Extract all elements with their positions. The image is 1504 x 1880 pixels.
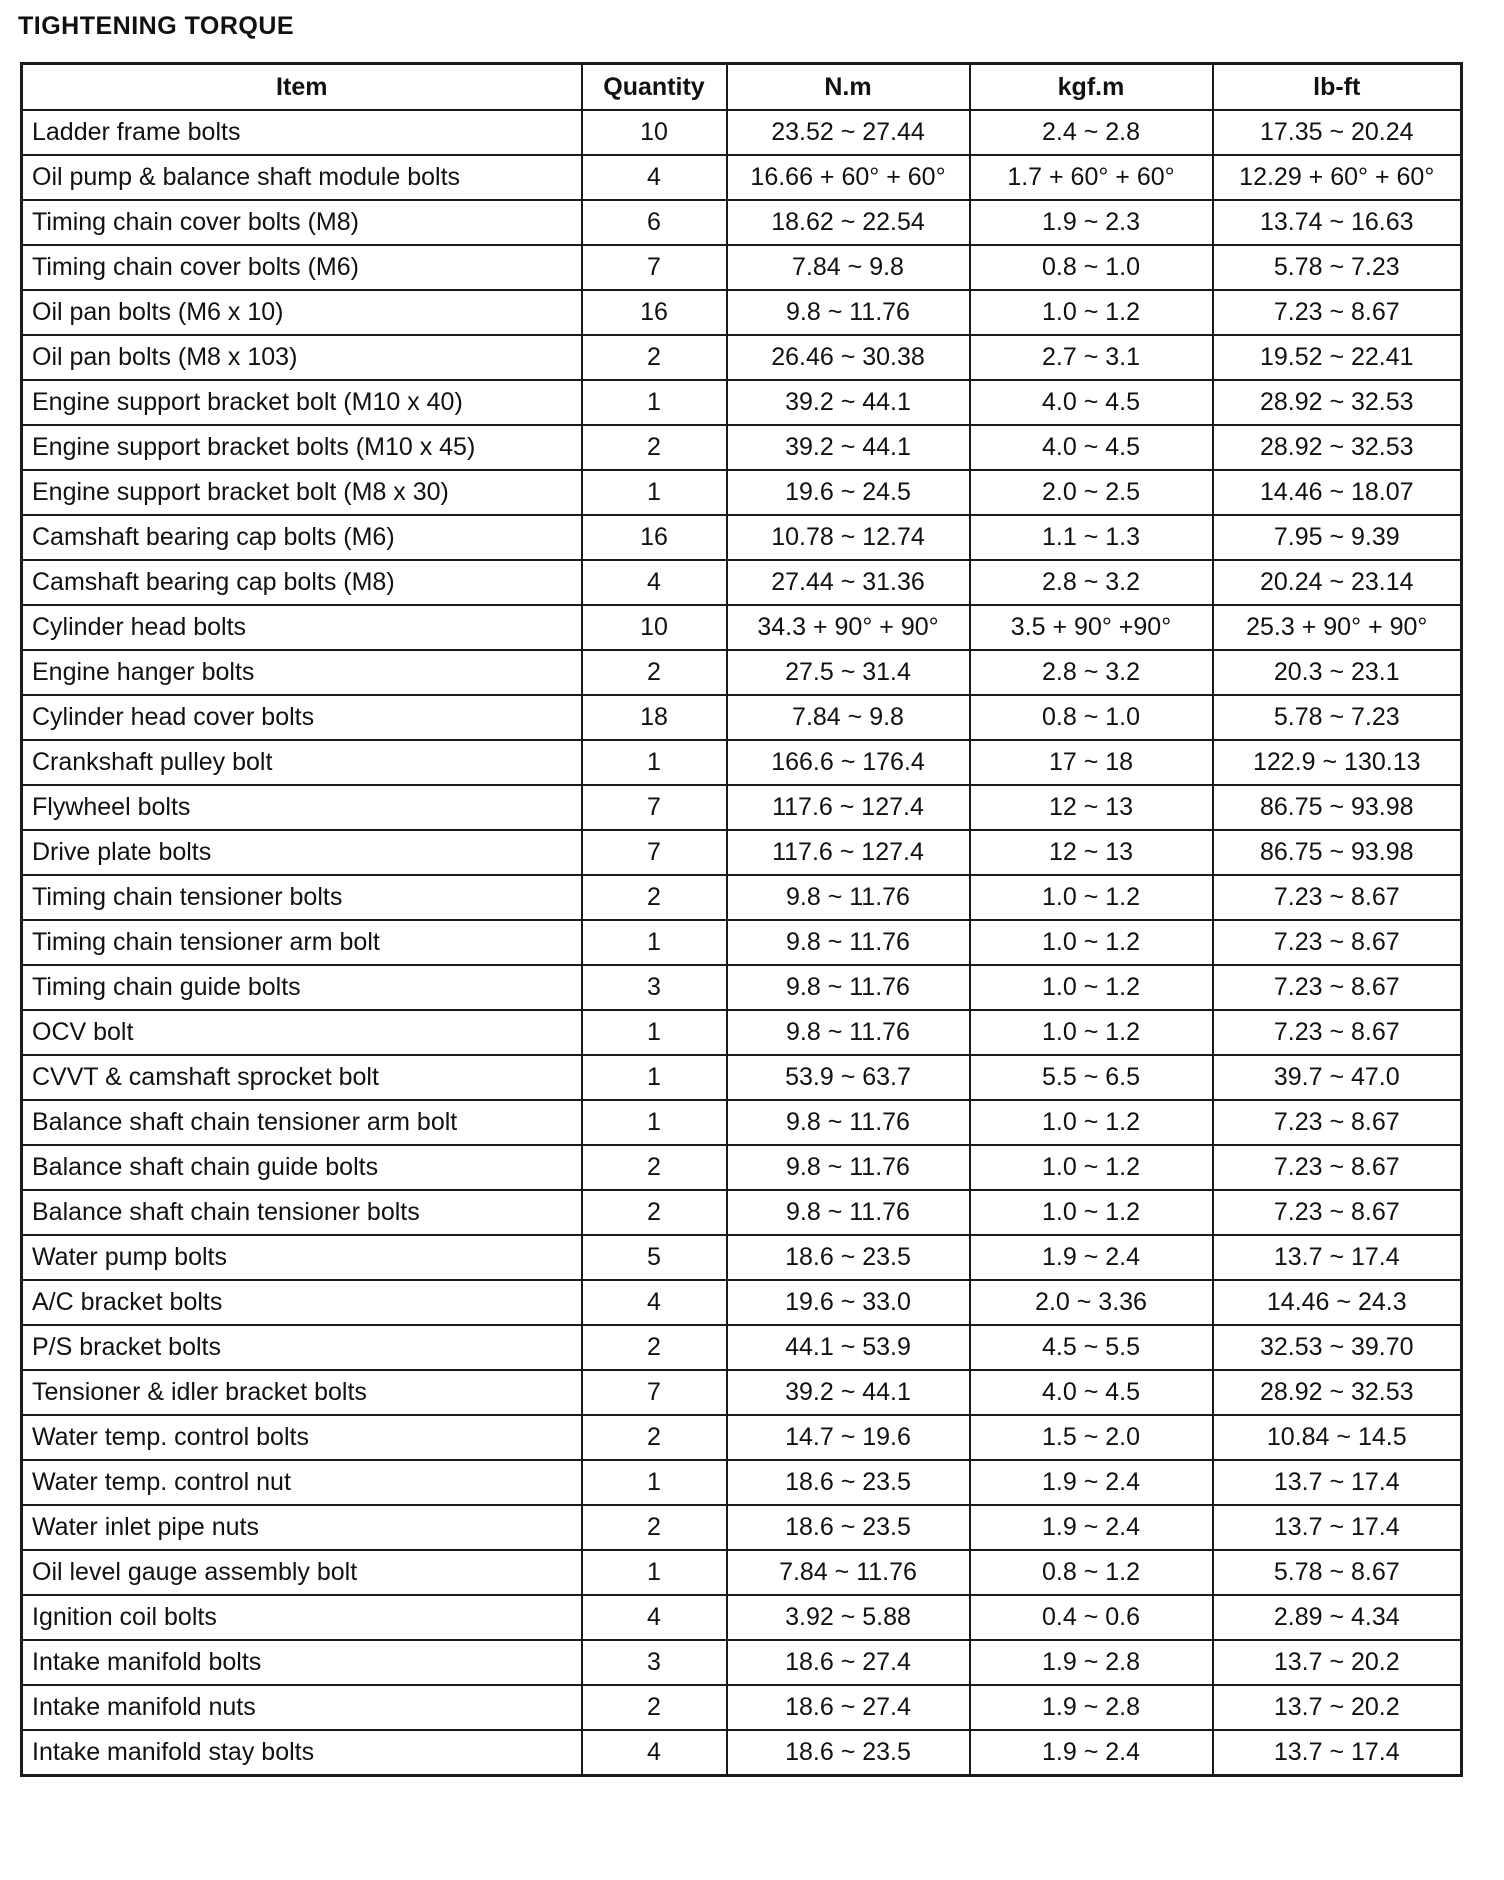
cell-lbft: 7.23 ~ 8.67 <box>1213 1190 1462 1235</box>
table-row <box>22 1415 1462 1460</box>
cell-item: Timing chain guide bolts <box>22 965 582 1010</box>
cell-kgfm: 1.1 ~ 1.3 <box>970 515 1213 560</box>
header-quantity: Quantity <box>582 64 727 111</box>
cell-lbft: 12.29 + 60° + 60° <box>1213 155 1462 200</box>
cell-kgfm: 12 ~ 13 <box>970 830 1213 875</box>
cell-item: Intake manifold stay bolts <box>22 1730 582 1776</box>
cell-lbft: 7.23 ~ 8.67 <box>1213 875 1462 920</box>
cell-kgfm: 2.8 ~ 3.2 <box>970 560 1213 605</box>
cell-kgfm: 1.0 ~ 1.2 <box>970 1100 1213 1145</box>
cell-lbft: 5.78 ~ 7.23 <box>1213 695 1462 740</box>
cell-nm: 18.62 ~ 22.54 <box>727 200 970 245</box>
table-row <box>22 1370 1462 1415</box>
cell-item: Cylinder head cover bolts <box>22 695 582 740</box>
cell-item: Camshaft bearing cap bolts (M8) <box>22 560 582 605</box>
cell-nm: 18.6 ~ 23.5 <box>727 1235 970 1280</box>
cell-item: Timing chain cover bolts (M8) <box>22 200 582 245</box>
cell-lbft: 7.23 ~ 8.67 <box>1213 1100 1462 1145</box>
table-row <box>22 1550 1462 1595</box>
cell-quantity: 1 <box>582 1550 727 1595</box>
cell-quantity: 3 <box>582 1640 727 1685</box>
cell-item: Timing chain tensioner bolts <box>22 875 582 920</box>
cell-quantity: 4 <box>582 1595 727 1640</box>
cell-item: Flywheel bolts <box>22 785 582 830</box>
cell-nm: 9.8 ~ 11.76 <box>727 290 970 335</box>
cell-nm: 18.6 ~ 27.4 <box>727 1640 970 1685</box>
table-row <box>22 1010 1462 1055</box>
cell-kgfm: 1.7 + 60° + 60° <box>970 155 1213 200</box>
cell-lbft: 7.95 ~ 9.39 <box>1213 515 1462 560</box>
torque-table <box>20 62 1463 1777</box>
cell-nm: 9.8 ~ 11.76 <box>727 1190 970 1235</box>
cell-item: P/S bracket bolts <box>22 1325 582 1370</box>
cell-nm: 7.84 ~ 9.8 <box>727 245 970 290</box>
cell-quantity: 10 <box>582 110 727 155</box>
cell-kgfm: 4.5 ~ 5.5 <box>970 1325 1213 1370</box>
cell-nm: 26.46 ~ 30.38 <box>727 335 970 380</box>
table-row <box>22 1730 1462 1776</box>
cell-item: Cylinder head bolts <box>22 605 582 650</box>
cell-lbft: 10.84 ~ 14.5 <box>1213 1415 1462 1460</box>
table-row <box>22 785 1462 830</box>
cell-kgfm: 1.9 ~ 2.4 <box>970 1235 1213 1280</box>
table-row <box>22 920 1462 965</box>
cell-lbft: 13.7 ~ 17.4 <box>1213 1730 1462 1776</box>
cell-nm: 18.6 ~ 23.5 <box>727 1505 970 1550</box>
cell-nm: 27.44 ~ 31.36 <box>727 560 970 605</box>
cell-kgfm: 0.8 ~ 1.2 <box>970 1550 1213 1595</box>
cell-lbft: 13.7 ~ 20.2 <box>1213 1685 1462 1730</box>
cell-lbft: 14.46 ~ 18.07 <box>1213 470 1462 515</box>
cell-kgfm: 0.8 ~ 1.0 <box>970 245 1213 290</box>
cell-item: Timing chain tensioner arm bolt <box>22 920 582 965</box>
cell-item: Engine support bracket bolts (M10 x 45) <box>22 425 582 470</box>
header-item: Item <box>22 64 582 111</box>
cell-kgfm: 5.5 ~ 6.5 <box>970 1055 1213 1100</box>
cell-nm: 10.78 ~ 12.74 <box>727 515 970 560</box>
cell-nm: 18.6 ~ 23.5 <box>727 1730 970 1776</box>
cell-nm: 3.92 ~ 5.88 <box>727 1595 970 1640</box>
cell-kgfm: 1.0 ~ 1.2 <box>970 1010 1213 1055</box>
cell-lbft: 7.23 ~ 8.67 <box>1213 1145 1462 1190</box>
cell-quantity: 2 <box>582 425 727 470</box>
table-row <box>22 875 1462 920</box>
table-row <box>22 1460 1462 1505</box>
cell-lbft: 28.92 ~ 32.53 <box>1213 1370 1462 1415</box>
cell-kgfm: 2.4 ~ 2.8 <box>970 110 1213 155</box>
cell-kgfm: 1.0 ~ 1.2 <box>970 965 1213 1010</box>
cell-lbft: 13.74 ~ 16.63 <box>1213 200 1462 245</box>
cell-quantity: 2 <box>582 875 727 920</box>
cell-quantity: 2 <box>582 1325 727 1370</box>
cell-kgfm: 1.9 ~ 2.8 <box>970 1685 1213 1730</box>
cell-item: Ignition coil bolts <box>22 1595 582 1640</box>
cell-nm: 9.8 ~ 11.76 <box>727 1010 970 1055</box>
cell-item: Engine support bracket bolt (M8 x 30) <box>22 470 582 515</box>
cell-lbft: 20.24 ~ 23.14 <box>1213 560 1462 605</box>
cell-quantity: 2 <box>582 1505 727 1550</box>
cell-quantity: 18 <box>582 695 727 740</box>
cell-kgfm: 1.9 ~ 2.4 <box>970 1730 1213 1776</box>
cell-quantity: 7 <box>582 830 727 875</box>
cell-quantity: 2 <box>582 650 727 695</box>
cell-nm: 44.1 ~ 53.9 <box>727 1325 970 1370</box>
cell-lbft: 5.78 ~ 8.67 <box>1213 1550 1462 1595</box>
cell-kgfm: 17 ~ 18 <box>970 740 1213 785</box>
cell-quantity: 2 <box>582 1415 727 1460</box>
table-row <box>22 470 1462 515</box>
cell-nm: 117.6 ~ 127.4 <box>727 785 970 830</box>
cell-kgfm: 2.0 ~ 3.36 <box>970 1280 1213 1325</box>
cell-kgfm: 12 ~ 13 <box>970 785 1213 830</box>
cell-nm: 7.84 ~ 9.8 <box>727 695 970 740</box>
cell-kgfm: 2.8 ~ 3.2 <box>970 650 1213 695</box>
table-row <box>22 1325 1462 1370</box>
cell-kgfm: 1.5 ~ 2.0 <box>970 1415 1213 1460</box>
cell-kgfm: 1.0 ~ 1.2 <box>970 1190 1213 1235</box>
cell-kgfm: 0.8 ~ 1.0 <box>970 695 1213 740</box>
table-header-row <box>22 64 1462 111</box>
cell-item: Engine support bracket bolt (M10 x 40) <box>22 380 582 425</box>
table-row <box>22 965 1462 1010</box>
cell-item: Oil level gauge assembly bolt <box>22 1550 582 1595</box>
cell-kgfm: 1.9 ~ 2.8 <box>970 1640 1213 1685</box>
cell-quantity: 5 <box>582 1235 727 1280</box>
table-row <box>22 155 1462 200</box>
cell-quantity: 1 <box>582 740 727 785</box>
cell-nm: 19.6 ~ 33.0 <box>727 1280 970 1325</box>
cell-lbft: 5.78 ~ 7.23 <box>1213 245 1462 290</box>
table-row <box>22 1685 1462 1730</box>
cell-lbft: 13.7 ~ 17.4 <box>1213 1505 1462 1550</box>
cell-quantity: 4 <box>582 560 727 605</box>
cell-quantity: 7 <box>582 245 727 290</box>
header-lbft: lb-ft <box>1213 64 1462 111</box>
cell-nm: 23.52 ~ 27.44 <box>727 110 970 155</box>
cell-quantity: 1 <box>582 1010 727 1055</box>
cell-nm: 27.5 ~ 31.4 <box>727 650 970 695</box>
cell-item: Drive plate bolts <box>22 830 582 875</box>
cell-lbft: 7.23 ~ 8.67 <box>1213 920 1462 965</box>
cell-item: Intake manifold bolts <box>22 1640 582 1685</box>
cell-item: Balance shaft chain tensioner bolts <box>22 1190 582 1235</box>
cell-lbft: 7.23 ~ 8.67 <box>1213 290 1462 335</box>
cell-nm: 18.6 ~ 27.4 <box>727 1685 970 1730</box>
cell-item: Tensioner & idler bracket bolts <box>22 1370 582 1415</box>
table-row <box>22 830 1462 875</box>
cell-lbft: 86.75 ~ 93.98 <box>1213 830 1462 875</box>
cell-item: A/C bracket bolts <box>22 1280 582 1325</box>
table-row <box>22 380 1462 425</box>
page-title: TIGHTENING TORQUE <box>18 12 295 40</box>
cell-kgfm: 1.0 ~ 1.2 <box>970 1145 1213 1190</box>
cell-nm: 16.66 + 60° + 60° <box>727 155 970 200</box>
cell-lbft: 20.3 ~ 23.1 <box>1213 650 1462 695</box>
table-row <box>22 605 1462 650</box>
cell-quantity: 7 <box>582 1370 727 1415</box>
cell-item: Water inlet pipe nuts <box>22 1505 582 1550</box>
cell-lbft: 2.89 ~ 4.34 <box>1213 1595 1462 1640</box>
cell-kgfm: 1.9 ~ 2.4 <box>970 1505 1213 1550</box>
cell-kgfm: 4.0 ~ 4.5 <box>970 1370 1213 1415</box>
table-row <box>22 515 1462 560</box>
cell-nm: 14.7 ~ 19.6 <box>727 1415 970 1460</box>
cell-item: Water temp. control bolts <box>22 1415 582 1460</box>
cell-nm: 166.6 ~ 176.4 <box>727 740 970 785</box>
header-kgfm: kgf.m <box>970 64 1213 111</box>
table-row <box>22 1280 1462 1325</box>
table-row <box>22 1235 1462 1280</box>
cell-kgfm: 2.0 ~ 2.5 <box>970 470 1213 515</box>
cell-quantity: 2 <box>582 1685 727 1730</box>
cell-quantity: 2 <box>582 1190 727 1235</box>
table-row <box>22 1055 1462 1100</box>
cell-nm: 39.2 ~ 44.1 <box>727 380 970 425</box>
table-row <box>22 335 1462 380</box>
cell-kgfm: 1.9 ~ 2.3 <box>970 200 1213 245</box>
cell-kgfm: 1.9 ~ 2.4 <box>970 1460 1213 1505</box>
cell-item: Intake manifold nuts <box>22 1685 582 1730</box>
cell-item: Oil pan bolts (M6 x 10) <box>22 290 582 335</box>
cell-item: Ladder frame bolts <box>22 110 582 155</box>
table-row <box>22 560 1462 605</box>
cell-lbft: 122.9 ~ 130.13 <box>1213 740 1462 785</box>
table-row <box>22 1100 1462 1145</box>
cell-quantity: 1 <box>582 470 727 515</box>
table-row <box>22 425 1462 470</box>
table-row <box>22 200 1462 245</box>
cell-quantity: 2 <box>582 335 727 380</box>
table-row <box>22 740 1462 785</box>
cell-kgfm: 4.0 ~ 4.5 <box>970 425 1213 470</box>
cell-kgfm: 3.5 + 90° +90° <box>970 605 1213 650</box>
cell-lbft: 7.23 ~ 8.67 <box>1213 965 1462 1010</box>
cell-lbft: 28.92 ~ 32.53 <box>1213 425 1462 470</box>
cell-quantity: 1 <box>582 920 727 965</box>
cell-kgfm: 1.0 ~ 1.2 <box>970 875 1213 920</box>
table-row <box>22 1640 1462 1685</box>
cell-quantity: 10 <box>582 605 727 650</box>
cell-item: Timing chain cover bolts (M6) <box>22 245 582 290</box>
cell-lbft: 13.7 ~ 20.2 <box>1213 1640 1462 1685</box>
cell-lbft: 13.7 ~ 17.4 <box>1213 1460 1462 1505</box>
cell-lbft: 86.75 ~ 93.98 <box>1213 785 1462 830</box>
table-row <box>22 1145 1462 1190</box>
cell-quantity: 3 <box>582 965 727 1010</box>
table-row <box>22 245 1462 290</box>
cell-nm: 117.6 ~ 127.4 <box>727 830 970 875</box>
cell-kgfm: 1.0 ~ 1.2 <box>970 290 1213 335</box>
table-row <box>22 290 1462 335</box>
table-row <box>22 110 1462 155</box>
cell-nm: 34.3 + 90° + 90° <box>727 605 970 650</box>
header-nm: N.m <box>727 64 970 111</box>
cell-nm: 9.8 ~ 11.76 <box>727 1145 970 1190</box>
cell-lbft: 14.46 ~ 24.3 <box>1213 1280 1462 1325</box>
cell-kgfm: 1.0 ~ 1.2 <box>970 920 1213 965</box>
cell-nm: 53.9 ~ 63.7 <box>727 1055 970 1100</box>
cell-item: Balance shaft chain guide bolts <box>22 1145 582 1190</box>
cell-item: Water temp. control nut <box>22 1460 582 1505</box>
cell-quantity: 4 <box>582 155 727 200</box>
cell-quantity: 7 <box>582 785 727 830</box>
cell-lbft: 17.35 ~ 20.24 <box>1213 110 1462 155</box>
cell-quantity: 16 <box>582 515 727 560</box>
cell-nm: 9.8 ~ 11.76 <box>727 1100 970 1145</box>
cell-nm: 9.8 ~ 11.76 <box>727 920 970 965</box>
cell-lbft: 28.92 ~ 32.53 <box>1213 380 1462 425</box>
cell-kgfm: 2.7 ~ 3.1 <box>970 335 1213 380</box>
cell-item: Crankshaft pulley bolt <box>22 740 582 785</box>
table-row <box>22 650 1462 695</box>
cell-lbft: 39.7 ~ 47.0 <box>1213 1055 1462 1100</box>
cell-quantity: 4 <box>582 1730 727 1776</box>
cell-nm: 39.2 ~ 44.1 <box>727 1370 970 1415</box>
table-row <box>22 1505 1462 1550</box>
table-row <box>22 1190 1462 1235</box>
cell-quantity: 2 <box>582 1145 727 1190</box>
cell-quantity: 1 <box>582 1460 727 1505</box>
cell-lbft: 32.53 ~ 39.70 <box>1213 1325 1462 1370</box>
table-row <box>22 695 1462 740</box>
cell-nm: 39.2 ~ 44.1 <box>727 425 970 470</box>
cell-nm: 19.6 ~ 24.5 <box>727 470 970 515</box>
cell-lbft: 13.7 ~ 17.4 <box>1213 1235 1462 1280</box>
cell-item: Engine hanger bolts <box>22 650 582 695</box>
cell-lbft: 7.23 ~ 8.67 <box>1213 1010 1462 1055</box>
cell-quantity: 1 <box>582 1055 727 1100</box>
cell-nm: 18.6 ~ 23.5 <box>727 1460 970 1505</box>
cell-item: Balance shaft chain tensioner arm bolt <box>22 1100 582 1145</box>
cell-item: Water pump bolts <box>22 1235 582 1280</box>
cell-quantity: 4 <box>582 1280 727 1325</box>
cell-item: CVVT & camshaft sprocket bolt <box>22 1055 582 1100</box>
cell-kgfm: 4.0 ~ 4.5 <box>970 380 1213 425</box>
cell-item: Oil pump & balance shaft module bolts <box>22 155 582 200</box>
cell-nm: 9.8 ~ 11.76 <box>727 875 970 920</box>
cell-lbft: 25.3 + 90° + 90° <box>1213 605 1462 650</box>
cell-nm: 7.84 ~ 11.76 <box>727 1550 970 1595</box>
cell-item: OCV bolt <box>22 1010 582 1055</box>
cell-item: Oil pan bolts (M8 x 103) <box>22 335 582 380</box>
cell-quantity: 16 <box>582 290 727 335</box>
cell-quantity: 1 <box>582 380 727 425</box>
cell-item: Camshaft bearing cap bolts (M6) <box>22 515 582 560</box>
cell-lbft: 19.52 ~ 22.41 <box>1213 335 1462 380</box>
cell-quantity: 1 <box>582 1100 727 1145</box>
cell-nm: 9.8 ~ 11.76 <box>727 965 970 1010</box>
table-row <box>22 1595 1462 1640</box>
cell-kgfm: 0.4 ~ 0.6 <box>970 1595 1213 1640</box>
cell-quantity: 6 <box>582 200 727 245</box>
